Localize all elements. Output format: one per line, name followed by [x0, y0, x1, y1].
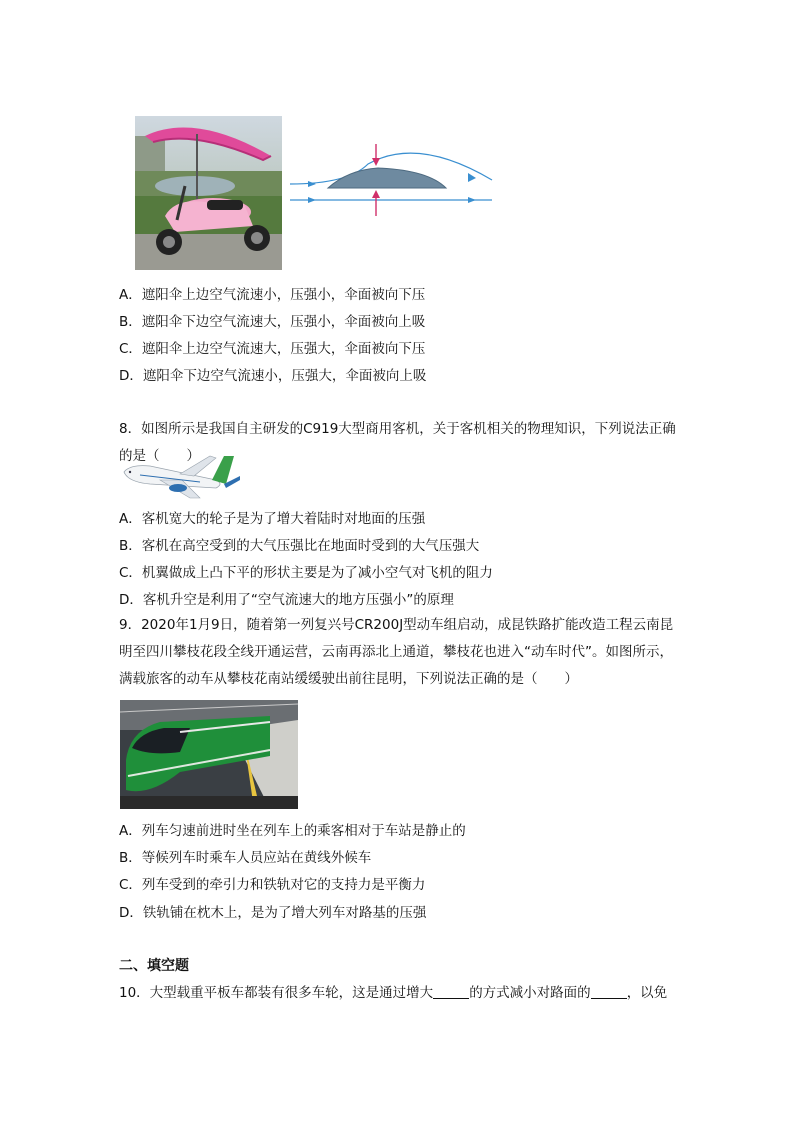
q8-option-a: A．客机宽大的轮子是为了增大着陆时对地面的压强 [119, 511, 426, 527]
q7-option-d: D．遮阳伞下边空气流速小，压强大，伞面被向上吸 [119, 368, 427, 384]
q9-stem: 9．2020年1月9日，随着第一列复兴号CR200J型动车组启动，成昆铁路扩能改造工程云南昆明至四川攀枝花段全线开通运营，云南再添北上通道，攀枝花也进入“动车时代”。如图所示，满载旅客的动车从攀枝花南站缓缓驶出前往昆明，下列说法正确的是（ ） [119, 617, 674, 687]
q9-option-b: B．等候列车时乘车人员应站在黄线外候车 [119, 850, 372, 866]
q8-option-c: C．机翼做成上凸下平的形状主要是为了减小空气对飞机的阻力 [119, 565, 493, 581]
q7-option-c: C．遮阳伞上边空气流速大，压强大，伞面被向下压 [119, 341, 426, 357]
q9-option-a: A．列车匀速前进时坐在列车上的乘客相对于车站是静止的 [119, 823, 466, 839]
section-title: 二、填空题 [119, 958, 189, 974]
answer-blank-2[interactable] [591, 984, 627, 999]
c919-aircraft-image [120, 450, 242, 500]
airfoil-flow-diagram [288, 140, 494, 218]
q7-option-a: A．遮阳伞上边空气流速小，压强小，伞面被向下压 [119, 287, 426, 303]
q8-option-d: D．客机升空是利用了“空气流速大的地方压强小”的原理 [119, 592, 454, 608]
q7-option-b: B．遮阳伞下边空气流速大，压强小，伞面被向上吸 [119, 314, 426, 330]
train-photo [120, 700, 298, 809]
q8-option-b: B．客机在高空受到的大气压强比在地面时受到的大气压强大 [119, 538, 480, 554]
q8-stem: 8．如图所示是我国自主研发的C919大型商用客机，关于客机相关的物理知识，下列说法正确的是（ ） [119, 421, 676, 464]
q10-text-2: 的方式减小对路面的 [469, 985, 591, 1001]
q9-option-c: C．列车受到的牵引力和铁轨对它的支持力是平衡力 [119, 877, 426, 893]
q10-text-3: ，以免 [626, 985, 668, 1001]
answer-blank-1[interactable] [433, 984, 469, 999]
umbrella-scooter-photo [135, 116, 282, 270]
q10-stem [119, 983, 667, 1003]
q9-option-d: D．铁轨铺在枕木上，是为了增大列车对路基的压强 [119, 905, 427, 921]
q10-text-1: 10．大型载重平板车都装有很多车轮，这是通过增大 [119, 985, 434, 1001]
